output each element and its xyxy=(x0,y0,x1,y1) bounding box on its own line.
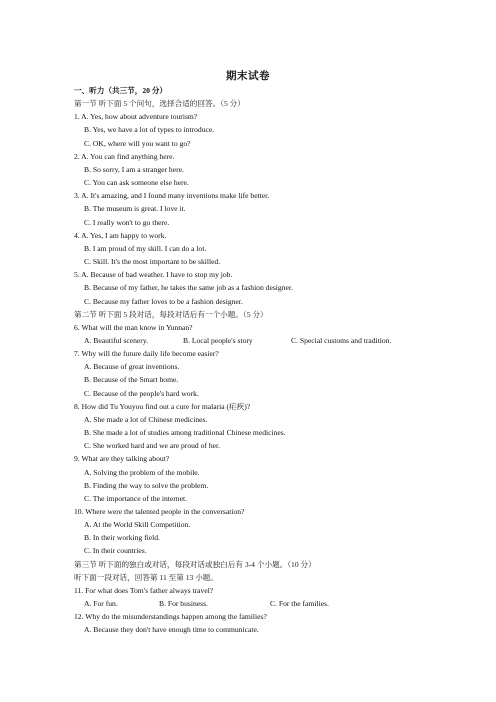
option-a: A. For fun. xyxy=(84,599,118,609)
option-b: B. I am proud of my skill. I can do a lot. xyxy=(84,243,207,253)
option-b: B. In their working field. xyxy=(84,533,160,543)
option-c: C. The importance of the internet. xyxy=(84,493,187,503)
option-a: A. Because of great inventions. xyxy=(84,362,180,372)
option-a: A. Beautiful scenery. xyxy=(84,335,149,345)
part2-header: 第二节 听下面 5 段对话，每段对话后有一个小题。（5 分） xyxy=(74,309,268,319)
question-block xyxy=(74,189,454,228)
option-b: B. She made a lot of studies among traditional Chinese medicines. xyxy=(84,428,286,438)
option-b: B. Yes, we have a lot of types to introduce. xyxy=(84,125,215,135)
question-12: 12. Why do the misunderstandings happen among the families? xyxy=(74,612,267,622)
question-5: 5. A. Because of bad weather. I have to stop my job. xyxy=(74,270,233,280)
question-block xyxy=(74,505,454,558)
option-a: A. At the World Skill Competition. xyxy=(84,520,191,530)
option-a: A. Because they don't have enough time to communicate. xyxy=(84,625,259,635)
question-block xyxy=(74,347,454,400)
page-title: 期末试卷 xyxy=(226,71,270,82)
option-c: C. I really won't to go there. xyxy=(84,217,170,227)
option-b: B. For business. xyxy=(159,599,208,609)
question-11: 11. For what does Tom's father always travel? xyxy=(74,585,214,595)
option-b: B. The museum is great. I love it. xyxy=(84,204,186,214)
option-b: B. Because of the Smart home. xyxy=(84,375,179,385)
question-block xyxy=(74,610,454,636)
question-block xyxy=(74,110,454,149)
question-block xyxy=(74,268,454,307)
question-block xyxy=(74,321,454,347)
option-c: C. Because my father loves to be a fashion designer. xyxy=(84,296,243,306)
option-b: B. Because of my father, he takes the same job as a fashion designer. xyxy=(84,283,293,293)
option-a: A. Solving the problem of the mobile. xyxy=(84,467,200,477)
part1-header: 第一节 听下面 5 个问句，选择合适的回答。（5 分） xyxy=(74,99,245,109)
question-block xyxy=(74,150,454,189)
question-7: 7. Why will the future daily life become easier? xyxy=(74,349,219,359)
question-6: 6. What will the man know in Yunnan? xyxy=(74,322,193,332)
option-c: C. OK, where will you want to go? xyxy=(84,138,191,148)
question-block xyxy=(74,400,454,453)
question-3: 3. A. It's amazing, and I found many inventions make life better. xyxy=(74,191,270,201)
option-a: A. She made a lot of Chinese medicines. xyxy=(84,414,208,424)
option-b: B. So sorry, I am a stranger here. xyxy=(84,164,184,174)
part3-header: 第三节 听下面的独白或对话，每段对话或独白后有 3-4 个小题。（10 分） xyxy=(74,559,316,569)
question-8: 8. How did Tu Youyou find out a cure for malaria (疟疾)? xyxy=(74,401,251,411)
option-b: B. Finding the way to solve the problem. xyxy=(84,480,209,490)
question-1: 1. A. Yes, how about adventure tourism? xyxy=(74,112,198,122)
option-c: C. Special customs and tradition. xyxy=(291,335,392,345)
option-c: C. She worked hard and we are proud of her. xyxy=(84,441,221,451)
options-row xyxy=(74,334,454,347)
question-2: 2. A. You can find anything here. xyxy=(74,151,175,161)
question-4: 4. A. Yes, I am happy to work. xyxy=(74,230,167,240)
question-block xyxy=(74,229,454,268)
question-block xyxy=(74,452,454,505)
options-row xyxy=(74,597,454,610)
section-heading-listening: 一、听力（共三节，20 分） xyxy=(74,86,168,95)
option-c: C. You can ask someone else here. xyxy=(84,178,189,188)
option-b: B. Local people's story xyxy=(183,335,253,345)
question-10: 10. Where were the talented people in the conversation? xyxy=(74,507,245,516)
option-c: C. Skill. It's the most important to be skilled. xyxy=(84,257,221,267)
part3-intro: 听下面一段对话，回答第 11 至第 13 小题。 xyxy=(74,572,218,582)
question-9: 9. What are they talking about? xyxy=(74,454,170,464)
option-c: C. In their countries. xyxy=(84,546,147,556)
exam-content xyxy=(74,84,454,637)
question-block xyxy=(74,584,454,610)
option-c: C. For the families. xyxy=(270,599,329,609)
option-c: C. Because of the people's hard work. xyxy=(84,388,199,398)
